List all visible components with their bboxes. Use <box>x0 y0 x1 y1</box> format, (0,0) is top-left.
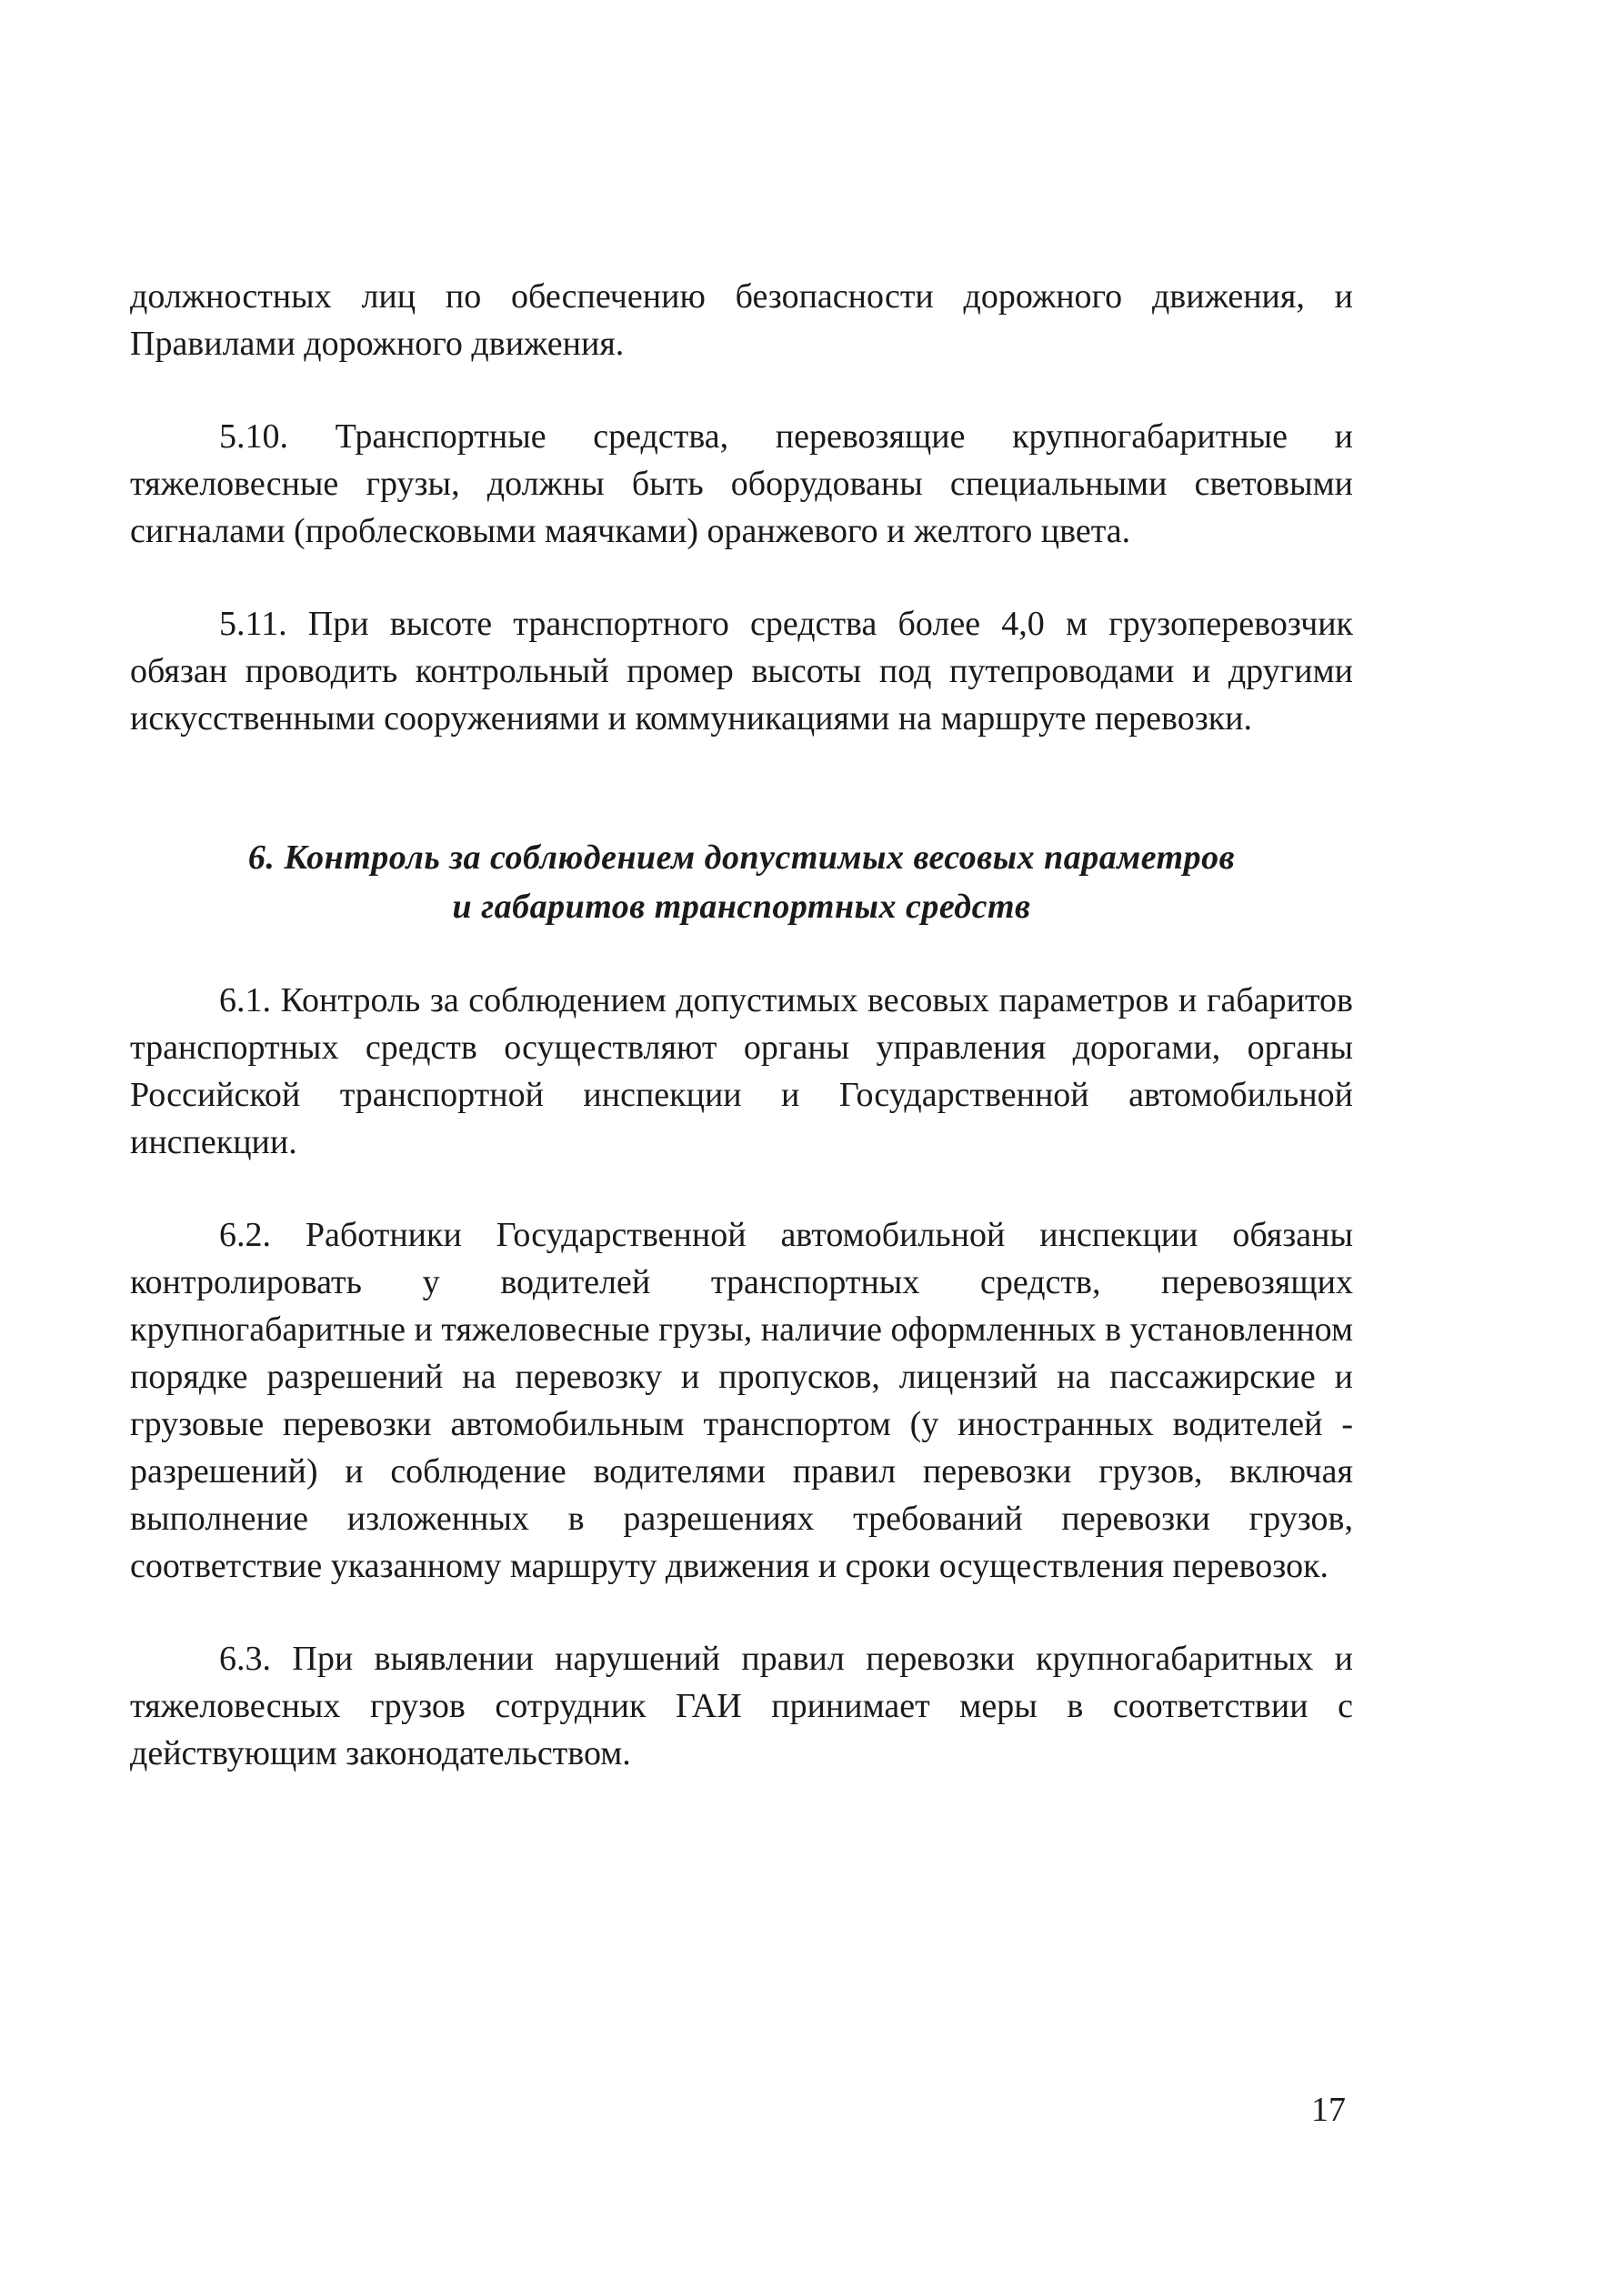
spacer <box>130 742 1353 833</box>
page-body <box>130 273 1353 1777</box>
section-heading-line-2: и габаритов транспортных средств <box>452 888 1031 926</box>
paragraph-text: Работники Государственной автомобильной инспекции обязаны контролировать у водителей транспортных средств, перевозящих крупногабаритные и тяжеловесные грузы, наличие оформленных в установленном порядке разрешений на перевозку и пропусков, лицензий на пассажирские и грузовые перевозки автомобильным транспортом (у иностранных водителей - разрешений) и соблюдение водителями правил перевозки грузов, включая выполнение изложенных в разрешениях требований перевозки грузов, соответствие указанному маршруту движения и сроки осуществления перевозок. <box>130 1216 1353 1585</box>
spacer <box>130 931 1353 977</box>
paragraph-number: 6.3. <box>219 1640 271 1678</box>
paragraph-6-3 <box>130 1635 1353 1777</box>
section-6-heading <box>130 833 1353 931</box>
paragraph-text: Контроль за соблюдением допустимых весовых параметров и габаритов транспортных средств осуществляют органы управления дорогами, органы Российской транспортной инспекции и Государственной автомобильной инспекции. <box>130 981 1353 1161</box>
paragraph-text: При высоте транспортного средства более 4,0 м грузоперевозчик обязан проводить контрольный промер высоты под путепроводами и другими искусственными сооружениями и коммуникациями на маршруте перевозки. <box>130 605 1353 738</box>
spacer <box>130 1166 1353 1211</box>
paragraph-6-2 <box>130 1211 1353 1590</box>
paragraph-number: 6.1. <box>219 981 271 1019</box>
paragraph-number: 6.2. <box>219 1216 271 1254</box>
paragraph-text: При выявлении нарушений правил перевозки крупногабаритных и тяжеловесных грузов сотрудник ГАИ принимает меры в соответствии с действующим законодательством. <box>130 1640 1353 1772</box>
paragraph-text: Транспортные средства, перевозящие крупногабаритные и тяжеловесные грузы, должны быть оборудованы специальными световыми сигналами (проблесковыми маячками) оранжевого и желтого цвета. <box>130 417 1354 550</box>
paragraph-number: 5.11. <box>219 605 287 643</box>
paragraph-6-1 <box>130 977 1353 1166</box>
spacer <box>130 1590 1353 1635</box>
paragraph-5-11 <box>130 600 1353 742</box>
paragraph-number: 5.10. <box>219 417 288 456</box>
spacer <box>130 555 1353 600</box>
paragraph-5-10 <box>130 413 1353 555</box>
spacer <box>130 367 1353 413</box>
page-number: 17 <box>1311 2091 1346 2129</box>
section-heading-line-1: 6. Контроль за соблюдением допустимых весовых параметров <box>247 838 1236 877</box>
continuation-paragraph: должностных лиц по обеспечению безопасности дорожного движения, и Правилами дорожного движения. <box>130 277 1353 363</box>
